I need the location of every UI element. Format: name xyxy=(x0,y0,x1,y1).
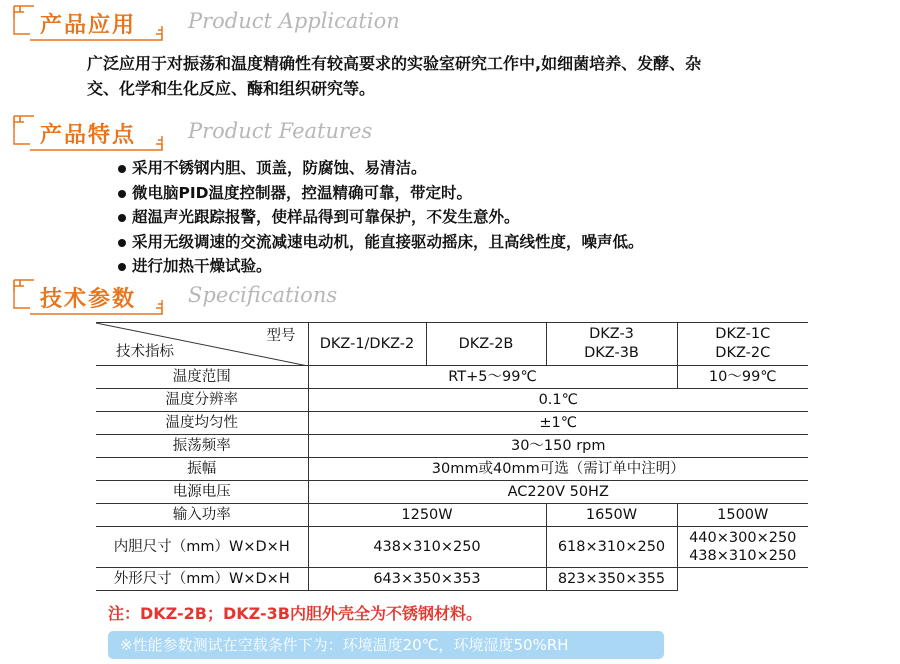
table-cell xyxy=(677,527,808,568)
feature-text: 采用不锈钢内胆、顶盖，防腐蚀、易清洁。 xyxy=(132,159,427,177)
model-name: DKZ-1C xyxy=(715,326,771,342)
table-cell: 438×310×250 xyxy=(308,527,546,568)
feature-item xyxy=(118,254,644,279)
row-label: 外形尺寸（mm）W×D×H xyxy=(96,568,308,591)
table-row xyxy=(96,481,808,504)
section-title-english: Specifications xyxy=(188,283,338,307)
section-title-english: Product Features xyxy=(188,119,373,143)
table-cell: 30mm或40mm可选（需订单中注明） xyxy=(308,458,808,481)
size-value: 438×310×250 xyxy=(689,548,797,564)
feature-item xyxy=(118,181,644,206)
feature-text: 采用无级调速的交流减速电动机，能直接驱动摇床，且高线性度，噪声低。 xyxy=(132,232,644,251)
row-label: 振荡频率 xyxy=(96,435,308,458)
material-note: 注：DKZ-2B；DKZ-3B内胆外壳全为不锈钢材料。 xyxy=(108,604,482,623)
table-row xyxy=(96,568,808,591)
model-cell: DKZ-1/DKZ-2 xyxy=(308,323,426,366)
table-row xyxy=(96,504,808,527)
spec-table xyxy=(96,322,808,591)
header-model: 型号 xyxy=(266,328,296,344)
table-cell: AC220V 50HZ xyxy=(308,481,808,504)
section-header-application xyxy=(0,4,900,44)
model-name: DKZ-3B xyxy=(584,345,639,361)
row-label: 内胆尺寸（mm）W×D×H xyxy=(96,527,308,568)
feature-item xyxy=(118,156,644,181)
table-row xyxy=(96,458,808,481)
table-cell: 823×350×355 xyxy=(546,568,677,591)
table-cell: 1250W xyxy=(308,504,546,527)
section-title: 产品应用 xyxy=(40,13,137,38)
table-cell: 30～150 rpm xyxy=(308,435,808,458)
table-row xyxy=(96,366,808,389)
size-value: 440×300×250 xyxy=(689,530,797,546)
table-header-row xyxy=(96,323,808,366)
model-name: DKZ-3 xyxy=(589,326,634,342)
model-cell xyxy=(677,323,808,366)
table-cell: 0.1℃ xyxy=(308,389,808,412)
section-title: 技术参数 xyxy=(40,287,137,312)
table-cell: 10～99℃ xyxy=(677,366,808,389)
section-header-features xyxy=(0,114,900,154)
row-label: 温度范围 xyxy=(96,366,308,389)
table-row xyxy=(96,412,808,435)
table-corner-cell xyxy=(96,323,308,366)
application-text: 广泛应用于对振荡和温度精确性有较高要求的实验室研究工作中,如细菌培养、发酵、杂交、化学和生化反应、酶和组织研究等。 xyxy=(87,54,702,98)
test-condition-banner: ※性能参数测试在空载条件下为：环境温度20℃，环境湿度50%RH xyxy=(108,631,664,659)
table-cell: 1500W xyxy=(677,504,808,527)
feature-list xyxy=(118,156,644,279)
model-name: DKZ-2C xyxy=(715,345,771,361)
row-label: 振幅 xyxy=(96,458,308,481)
table-cell: 618×310×250 xyxy=(546,527,677,568)
feature-text: 微电脑PID温度控制器，控温精确可靠，带定时。 xyxy=(132,183,472,202)
model-cell: DKZ-2B xyxy=(426,323,546,366)
row-label: 电源电压 xyxy=(96,481,308,504)
row-label: 温度分辨率 xyxy=(96,389,308,412)
empty-cell xyxy=(677,568,808,591)
bullet-icon xyxy=(118,263,126,271)
model-cell xyxy=(546,323,677,366)
table-row xyxy=(96,389,808,412)
table-cell: 1650W xyxy=(546,504,677,527)
feature-text: 超温声光跟踪报警，使样品得到可靠保护，不发生意外。 xyxy=(132,208,520,226)
header-item: 技术指标 xyxy=(116,344,174,360)
heading-frame-icon xyxy=(12,4,166,42)
table-cell: RT+5～99℃ xyxy=(308,366,677,389)
table-row xyxy=(96,527,808,568)
section-header-specifications xyxy=(0,278,900,318)
table-row xyxy=(96,435,808,458)
bullet-icon xyxy=(118,165,126,173)
row-label: 输入功率 xyxy=(96,504,308,527)
bullet-icon xyxy=(118,214,126,222)
table-cell: 643×350×353 xyxy=(308,568,546,591)
heading-frame-icon xyxy=(12,278,166,316)
table-cell: ±1℃ xyxy=(308,412,808,435)
feature-item xyxy=(118,230,644,255)
bullet-icon xyxy=(118,190,126,198)
bullet-icon xyxy=(118,239,126,247)
section-title-english: Product Application xyxy=(188,9,400,33)
heading-frame-icon xyxy=(12,114,166,152)
row-label: 温度均匀性 xyxy=(96,412,308,435)
feature-text: 进行加热干燥试验。 xyxy=(132,257,272,275)
feature-item xyxy=(118,205,644,230)
section-title: 产品特点 xyxy=(40,123,137,148)
